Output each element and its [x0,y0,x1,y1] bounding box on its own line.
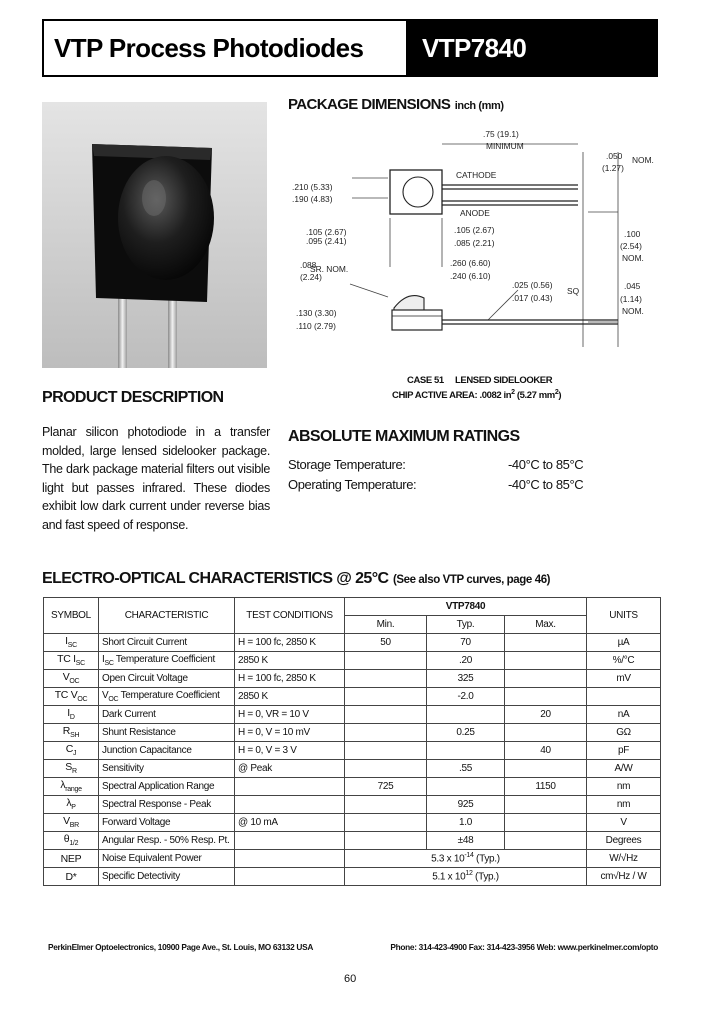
side-lens [394,296,424,310]
cell-symbol: $I_D$ [44,706,99,724]
dim-lead-w1: .050 [606,151,623,161]
cell-max [505,688,587,706]
cell-symbol: $V_{OC}$ [44,670,99,688]
cell-max [505,670,587,688]
cell-characteristic: Specific Detectivity [99,868,235,886]
eo-table [43,597,661,886]
cell-typ [427,778,505,796]
dim-b2: .110 (2.79) [296,321,336,331]
table-row [44,670,661,688]
cell-typ: ±48 [427,832,505,850]
part-number: VTP7840 [422,33,527,63]
cell-typ: 1.0 [427,814,505,832]
table-row [44,814,661,832]
dim-r1: .088 [300,260,317,270]
cell-units: µA [587,634,661,652]
rating-value-operating: -40°C to 85°C [508,477,584,492]
dim-b1: .130 (3.30) [296,308,337,318]
cell-symbol: $\lambda_{range}$ [44,778,99,796]
cell-value: 5.3 x $10^{-14}$ (Typ.) [345,850,587,868]
dim-w2: .095 (2.41) [306,236,347,246]
col-characteristic: CHARACTERISTIC [99,598,235,634]
dim-pitch2: (2.54) [620,241,642,251]
cell-typ [427,742,505,760]
cell-characteristic: Open Circuit Voltage [99,670,235,688]
cell-max [505,814,587,832]
table-row [44,778,661,796]
package-dimension-drawing [288,122,658,362]
cell-min [345,670,427,688]
cell-symbol: $C_J$ [44,742,99,760]
photodiode-image [42,102,267,368]
page-number: 60 [344,973,357,985]
dim-nom2: NOM. [622,253,644,263]
case-label: CASE 51 LENSED SIDELOOKER [407,375,553,386]
footer [48,942,658,952]
cell-conditions: H = 100 fc, 2850 K [235,670,345,688]
table-row [44,796,661,814]
dim-lead2: .017 (0.43) [512,293,553,303]
eo-heading [42,570,550,588]
table-row [44,742,661,760]
table-row [44,760,661,778]
table-row [44,868,661,886]
cell-units [587,688,661,706]
cell-units: A/W [587,760,661,778]
product-photo [42,102,267,368]
cell-conditions: H = 0, V = 10 mV [235,724,345,742]
dim-w4: .085 (2.21) [454,238,495,248]
cell-characteristic: Noise Equivalent Power [99,850,235,868]
cell-min [345,832,427,850]
dim-h1: .210 (5.33) [292,182,333,192]
cell-symbol: $\lambda_P$ [44,796,99,814]
cell-characteristic: Shunt Resistance [99,724,235,742]
col-typ: Typ. [427,616,505,634]
cell-conditions: H = 100 fc, 2850 K [235,634,345,652]
package-title: PACKAGE DIMENSIONS [288,96,451,113]
col-min: Min. [345,616,427,634]
table-row [44,634,661,652]
cell-min: 50 [345,634,427,652]
cell-characteristic: Dark Current [99,706,235,724]
dim-r2: (2.24) [300,272,322,282]
cell-characteristic: Forward Voltage [99,814,235,832]
cell-max [505,634,587,652]
cell-conditions: H = 0, V = 3 V [235,742,345,760]
cell-conditions [235,850,345,868]
label-cathode: CATHODE [456,170,497,180]
cell-symbol: D* [44,868,99,886]
dim-pitch1: .100 [624,229,641,239]
dim-lead1: .025 (0.56) [512,280,553,290]
cell-conditions: @ 10 mA [235,814,345,832]
cell-min [345,706,427,724]
cell-typ: 0.25 [427,724,505,742]
ratings-title: ABSOLUTE MAXIMUM RATINGS [288,428,520,445]
cell-characteristic: Junction Capacitance [99,742,235,760]
cell-characteristic: Spectral Response - Peak [99,796,235,814]
dim-sq: SQ [567,286,580,296]
cell-conditions [235,796,345,814]
cell-min [345,814,427,832]
cell-min [345,724,427,742]
cell-conditions: H = 0, VR = 10 V [235,706,345,724]
cell-typ: 325 [427,670,505,688]
cell-conditions: 2850 K [235,652,345,670]
cell-units: nm [587,796,661,814]
dim-min-len: .75 (19.1) [483,129,519,139]
footer-address: PerkinElmer Optoelectronics, 10900 Page Ave., St. Louis, MO 63132 USA [48,942,314,952]
dim-w3: .105 (2.67) [454,225,495,235]
cell-max [505,652,587,670]
header-part-area [406,21,656,75]
cell-symbol: TC $V_{OC}$ [44,688,99,706]
cell-units: GΩ [587,724,661,742]
side-body [392,310,442,330]
cell-max: 40 [505,742,587,760]
cell-max [505,724,587,742]
cell-min [345,652,427,670]
cell-symbol: NEP [44,850,99,868]
cell-max: 1150 [505,778,587,796]
dim-t2: (1.14) [620,294,642,304]
cell-units: nm [587,778,661,796]
cell-typ: 925 [427,796,505,814]
product-description-text: Planar silicon photodiode in a transfer molded, large lensed sidelooker package. The dark package material filters out visible light but passes infrared. These diodes exhibit low dark current under reverse bias and fast speed of response. [42,425,270,532]
cell-typ: .55 [427,760,505,778]
cell-units: V [587,814,661,832]
cell-typ: -2.0 [427,688,505,706]
package-heading [288,96,504,114]
cell-characteristic: Spectral Application Range [99,778,235,796]
cell-units: %/°C [587,652,661,670]
cell-typ: 70 [427,634,505,652]
lens-outline [403,177,433,207]
eo-subtitle: (See also VTP curves, page 46) [392,574,551,586]
eo-title: ELECTRO-OPTICAL CHARACTERISTICS @ 25°C [42,570,389,587]
label-anode: ANODE [460,208,490,218]
cell-typ: .20 [427,652,505,670]
cell-characteristic: Angular Resp. - 50% Resp. Pt. [99,832,235,850]
cell-min [345,796,427,814]
cell-conditions: @ Peak [235,760,345,778]
dim-h2: .190 (4.83) [292,194,333,204]
cell-characteristic: Short Circuit Current [99,634,235,652]
dim-t1: .045 [624,281,641,291]
table-row [44,850,661,868]
col-symbol: SYMBOL [44,598,99,634]
product-description-title: PRODUCT DESCRIPTION [42,389,224,406]
cell-min [345,760,427,778]
cell-max: 20 [505,706,587,724]
footer-contact: Phone: 314-423-4900 Fax: 314-423-3956 Web: www.perkinelmer.com/opto [390,942,658,952]
rating-label-storage: Storage Temperature: [288,457,406,472]
cell-units: nA [587,706,661,724]
cell-characteristic: $I_{SC}$ Temperature Coefficient [99,652,235,670]
cell-conditions [235,868,345,886]
cell-value: 5.1 x $10^{12}$ (Typ.) [345,868,587,886]
cell-min: 725 [345,778,427,796]
cell-min [345,688,427,706]
cell-units: pF [587,742,661,760]
dim-sr-nom: SR. NOM. [310,264,349,274]
cell-conditions: 2850 K [235,688,345,706]
dim-minimum: MINIMUM [486,141,524,151]
cell-max [505,760,587,778]
cell-units: W/√Hz [587,850,661,868]
cell-min [345,742,427,760]
cell-symbol: $V_{BR}$ [44,814,99,832]
table-row [44,832,661,850]
header-title: VTP Process Photodiodes [54,33,364,63]
cell-symbol: $R_{SH}$ [44,724,99,742]
col-conditions: TEST CONDITIONS [235,598,345,634]
cell-symbol: $S_R$ [44,760,99,778]
header-box [42,19,658,77]
cell-max [505,796,587,814]
cell-max [505,832,587,850]
col-max: Max. [505,616,587,634]
rating-value-storage: -40°C to 85°C [508,457,584,472]
rating-label-operating: Operating Temperature: [288,477,417,492]
dim-d1: .260 (6.60) [450,258,491,268]
col-group: VTP7840 [345,598,587,616]
cell-units: cm√Hz / W [587,868,661,886]
cell-units: Degrees [587,832,661,850]
cell-characteristic: $V_{OC}$ Temperature Coefficient [99,688,235,706]
cell-symbol: $\theta_{1/2}$ [44,832,99,850]
cell-characteristic: Sensitivity [99,760,235,778]
table-row [44,724,661,742]
dim-nom3: NOM. [622,306,644,316]
dim-w1: .105 (2.67) [306,227,347,237]
table-row [44,688,661,706]
cell-conditions [235,832,345,850]
cell-symbol: $I_{SC}$ [44,634,99,652]
header-title-area [44,21,406,75]
chip-active-area: CHIP ACTIVE AREA: .0082 $in^2$ (5.27 $mm^2$) [392,389,562,402]
leader-line [350,284,388,297]
cell-conditions [235,778,345,796]
col-units: UNITS [587,598,661,634]
table-row [44,652,661,670]
dim-d2: .240 (6.10) [450,271,491,281]
cell-units: mV [587,670,661,688]
table-row [44,706,661,724]
package-unit: inch (mm) [454,100,504,112]
cell-symbol: TC $I_{SC}$ [44,652,99,670]
dim-nom1: NOM. [632,155,654,165]
cell-typ [427,706,505,724]
dim-lead-w2: (1.27) [602,163,624,173]
